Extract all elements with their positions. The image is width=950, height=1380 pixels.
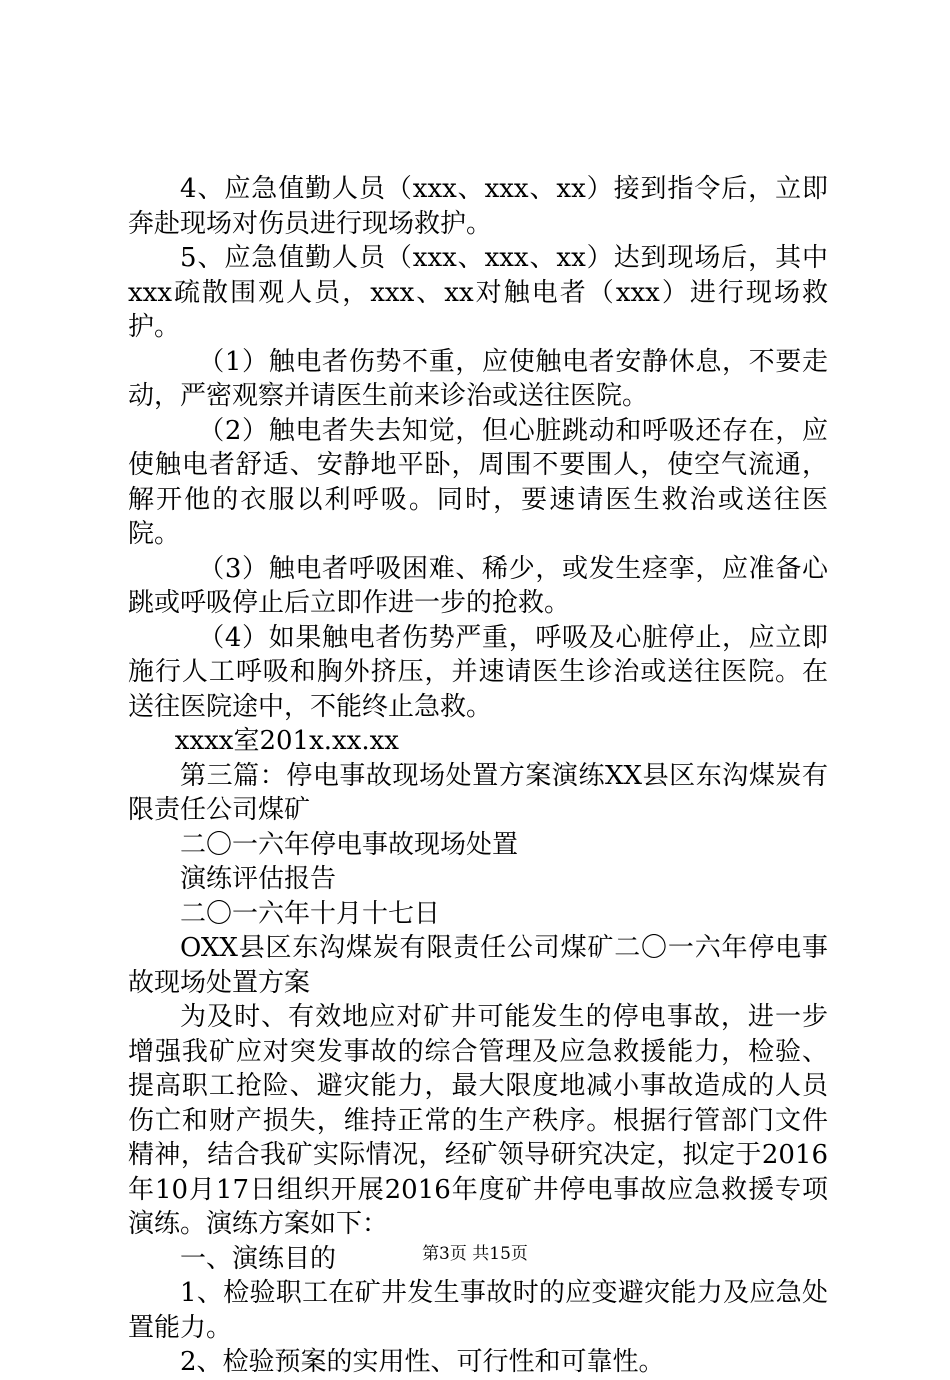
plan-intro-paragraph: 为及时、有效地应对矿井可能发生的停电事故，进一步增强我矿应对突发事故的综合管理及应急救援能力，检验、提高职工抢险、避灾能力，最大限度地减小事故造成的人员伤亡和财产损失，维持正常的生产秩序。根据行管部门文件精神，结合我矿实际情况，经矿领导研究决定，拟定于2016年10月17日组织开展2016年度矿井停电事故应急救援专项演练。演练方案如下： [128, 1002, 828, 1239]
plan-title: OXX县区东沟煤炭有限责任公司煤矿二〇一六年停电事故现场处置方案 [128, 933, 828, 998]
report-title-line2: 演练评估报告 [180, 864, 337, 894]
paragraph-subitem-4: （4）如果触电者伤势严重，呼吸及心脏停止，应立即施行人工呼吸和胸外挤压，并速请医生诊治或送往医院。在送往医院途中，不能终止急救。 [128, 622, 828, 722]
office-date-line: xxxx室201x.xx.xx [174, 726, 399, 756]
section-heading-purpose: 一、演练目的 [180, 1243, 337, 1274]
paragraph-item-4: 4、应急值勤人员（xxx、xxx、xx）接到指令后，立即奔赴现场对伤员进行现场救护。 [128, 174, 828, 239]
purpose-item-2: 2、检验预案的实用性、可行性和可靠性。 [180, 1347, 665, 1377]
page-number-footer: 第3页 共15页 [422, 1244, 528, 1264]
section-heading-part3: 第三篇：停电事故现场处置方案演练XX县区东沟煤炭有限责任公司煤矿 [128, 760, 828, 825]
paragraph-item-5: 5、应急值勤人员（xxx、xxx、xx）达到现场后，其中xxx疏散围观人员，xxx、xx对触电者（xxx）进行现场救护。 [128, 243, 828, 342]
paragraph-subitem-1: （1）触电者伤势不重，应使触电者安静休息，不要走动，严密观察并请医生前来诊治或送往医院。 [128, 346, 828, 411]
paragraph-subitem-2: （2）触电者失去知觉，但心脏跳动和呼吸还存在，应使触电者舒适、安静地平卧，周围不要围人，使空气流通，解开他的衣服以利呼吸。同时，要速请医生救治或送往医院。 [128, 415, 828, 549]
report-date: 二〇一六年十月十七日 [180, 898, 441, 929]
report-title-line1: 二〇一六年停电事故现场处置 [180, 829, 519, 860]
paragraph-subitem-3: （3）触电者呼吸困难、稀少，或发生痉挛，应准备心跳或呼吸停止后立即作进一步的抢救。 [128, 553, 828, 618]
document-body [128, 172, 828, 1380]
purpose-item-1: 1、检验职工在矿井发生事故时的应变避灾能力及应急处置能力。 [128, 1278, 828, 1343]
